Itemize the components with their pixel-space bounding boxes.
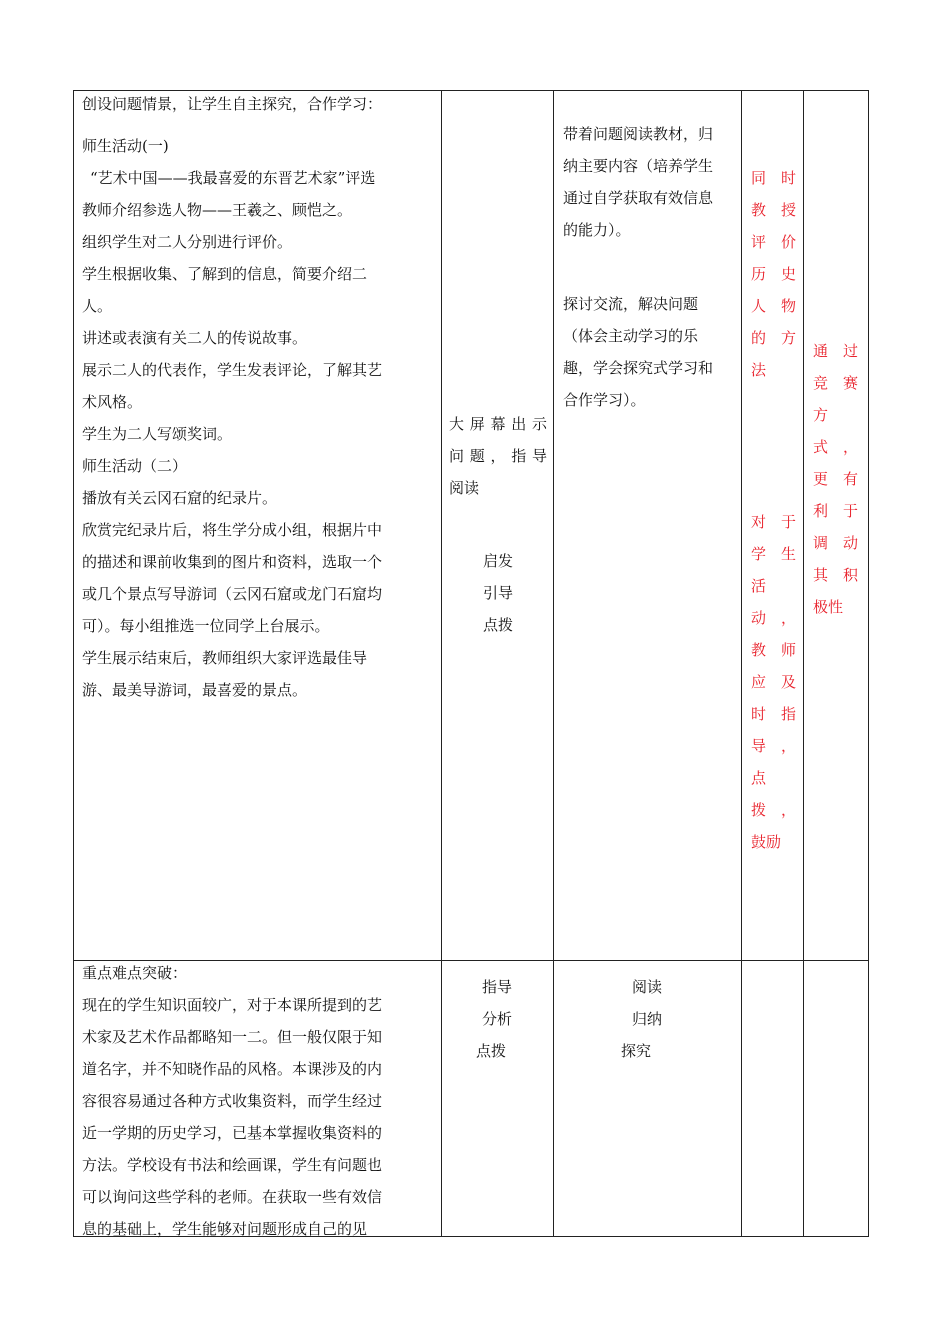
effect-note-line: 竞 赛 <box>813 374 859 392</box>
student-line: 合作学习）。 <box>563 391 646 409</box>
activity2-line: 播放有关云冈石窟的纪录片。 <box>82 489 278 507</box>
row1-design-note-cell <box>751 162 799 858</box>
design-note-line: 导 ， <box>751 737 797 755</box>
design-note-line: 同 时 <box>751 169 797 187</box>
student-line: 通过自学获取有效信息 <box>563 189 714 207</box>
row1-effect-note-cell <box>813 335 863 623</box>
column-divider-1 <box>441 90 442 1237</box>
row1-content-cell <box>82 88 436 706</box>
effect-note-line: 其 积 <box>813 566 859 584</box>
activity1-line: 展示二人的代表作，学生发表评论，了解其艺 <box>82 361 383 379</box>
design-note-line: 活 <box>751 577 767 595</box>
difficulty-line: 近一学期的历史学习，已基本掌握收集资料的 <box>82 1124 383 1142</box>
effect-note-line: 更 有 <box>813 470 859 488</box>
activity2-line: 或几个景点写导游词（云冈石窟或龙门石窟均 <box>82 585 383 603</box>
teacher-line: 阅读 <box>449 479 480 497</box>
activity2-line: 的描述和课前收集到的图片和资料，选取一个 <box>82 553 383 571</box>
activity1-line: 学生为二人写颂奖词。 <box>82 425 233 443</box>
teacher-method: 引导 <box>482 584 513 602</box>
row2-student-line: 探究 <box>621 1042 652 1060</box>
difficulty-title: 重点难点突破： <box>82 964 188 982</box>
activity1-line: 人。 <box>82 297 113 315</box>
intro-text: 创设问题情景，让学生自主探究，合作学习： <box>82 95 383 113</box>
column-divider-3 <box>741 90 742 1237</box>
student-line: 纳主要内容（培养学生 <box>563 157 714 175</box>
design-note-line: 拨 ， <box>751 801 797 819</box>
row2-teacher-line: 分析 <box>481 1010 512 1028</box>
difficulty-line: 息的基础上，学生能够对问题形成自己的见 <box>82 1220 368 1238</box>
design-note-line: 历 史 <box>751 265 797 283</box>
design-note-line: 评 价 <box>751 233 797 251</box>
activity1-line: “艺术中国——我最喜爱的东晋艺术家”评选 <box>90 169 376 187</box>
activity1-line: 组织学生对二人分别进行评价。 <box>82 233 293 251</box>
teacher-method: 点拨 <box>482 616 513 634</box>
difficulty-line: 可以询问这些学科的老师。在获取一些有效信 <box>82 1188 383 1206</box>
table-right-border <box>868 90 869 1237</box>
student-line: 趣，学会探究式学习和 <box>563 359 714 377</box>
activity2-line: 欣赏完纪录片后，将生学分成小组，根据片中 <box>82 521 383 539</box>
row2-student-cell <box>600 971 700 1067</box>
difficulty-line: 术家及艺术作品都略知一二。但一般仅限于知 <box>82 1028 383 1046</box>
row1-teacher-cell <box>449 408 547 641</box>
effect-note-line: 通 过 <box>813 342 859 360</box>
difficulty-line: 现在的学生知识面较广，对于本课所提到的艺 <box>82 996 383 1014</box>
row2-student-line: 归纳 <box>632 1010 663 1028</box>
activity1-title: 师生活动(一) <box>82 137 169 155</box>
student-line: 带着问题阅读教材，归 <box>563 125 714 143</box>
activity1-line: 讲述或表演有关二人的传说故事。 <box>82 329 308 347</box>
activity2-line: 游、最美导游词，最喜爱的景点。 <box>82 681 308 699</box>
effect-note-line: 方 <box>813 406 829 424</box>
design-note-line: 时 指 <box>751 705 797 723</box>
column-divider-4 <box>803 90 804 1237</box>
difficulty-line: 方法。学校设有书法和绘画课，学生有问题也 <box>82 1156 383 1174</box>
row1-student-cell <box>563 118 735 416</box>
design-note-line: 点 <box>751 769 767 787</box>
student-line: 探讨交流，解决问题 <box>563 295 699 313</box>
column-divider-2 <box>553 90 554 1237</box>
design-note-line: 动 ， <box>751 609 797 627</box>
teacher-method: 启发 <box>482 552 513 570</box>
row2-content-cell <box>82 957 436 1245</box>
row2-student-line: 阅读 <box>632 978 663 996</box>
design-note-line: 教 师 <box>751 641 797 659</box>
design-note-line: 的 方 <box>751 329 797 347</box>
activity2-line: 学生展示结束后，教师组织大家评选最佳导 <box>82 649 368 667</box>
difficulty-line: 道名字，并不知晓作品的风格。本课涉及的内 <box>82 1060 383 1078</box>
teacher-line: 问题，指导 <box>449 447 547 465</box>
difficulty-line: 容很容易通过各种方式收集资料，而学生经过 <box>82 1092 383 1110</box>
activity1-line: 术风格。 <box>82 393 143 411</box>
row2-teacher-line: 指导 <box>481 978 512 996</box>
effect-note-line: 式 ， <box>813 438 859 456</box>
design-note-line: 教 授 <box>751 201 797 219</box>
design-note-line: 对 于 <box>751 513 797 531</box>
activity1-line: 教师介绍参选人物——王羲之、顾恺之。 <box>82 201 353 219</box>
design-note-line: 鼓励 <box>751 833 782 851</box>
effect-note-line: 利 于 <box>813 502 859 520</box>
design-note-line: 应 及 <box>751 673 797 691</box>
student-line: 的能力）。 <box>563 221 631 239</box>
effect-note-line: 极性 <box>813 598 844 616</box>
row2-teacher-cell <box>449 971 545 1067</box>
student-line: （体会主动学习的乐 <box>563 327 699 345</box>
table-left-border <box>73 90 74 1237</box>
row2-teacher-line: 点拨 <box>476 1042 507 1060</box>
activity2-title: 师生活动（二） <box>82 457 188 475</box>
effect-note-line: 调 动 <box>813 534 859 552</box>
design-note-line: 法 <box>751 361 767 379</box>
activity1-line: 学生根据收集、了解到的信息，简要介绍二 <box>82 265 368 283</box>
teacher-line: 大屏幕出示 <box>449 415 547 433</box>
activity2-line: 可）。每小组推选一位同学上台展示。 <box>82 617 330 635</box>
design-note-line: 人 物 <box>751 297 797 315</box>
design-note-line: 学 生 <box>751 545 797 563</box>
